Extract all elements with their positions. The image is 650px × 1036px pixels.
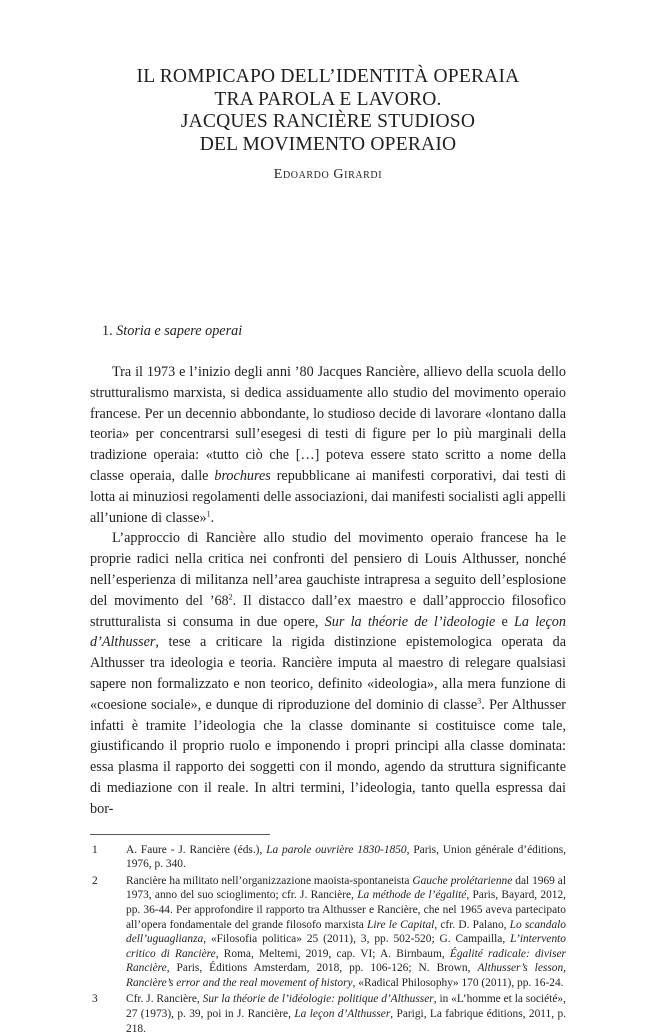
text-run: , Paris, Union générale d’éditions, 1976, p. 340. xyxy=(126,843,566,871)
section-number: 1. xyxy=(102,323,113,339)
body-text xyxy=(90,362,566,820)
italic-text: L’intervento critico di Rancière xyxy=(126,933,566,960)
footnote-number: 3 xyxy=(92,993,98,1006)
text-run: . xyxy=(210,509,215,526)
footnote-number: 1 xyxy=(92,843,98,856)
text-run: repubblicane ai manifesti corporativi, dai testi di lotta ai minuziosi regolamenti delle associazioni, dai manifesti socialisti agli appelli all’unione di classe» xyxy=(90,467,566,526)
text-run: , Roma, Meltemi, 2019, cap. VI; A. Birnbaum, xyxy=(215,947,450,960)
text-run: , Paris, Éditions Amsterdam, 2018, pp. 106-126; N. Brown, xyxy=(166,962,478,975)
italic-text: Sur la théorie de l’idéologie: politique d’Althusser xyxy=(202,993,434,1006)
title-line-3: JACQUES RANCIÈRE STUDIOSO xyxy=(180,111,476,132)
text-run: , in «L’homme et la société», 27 (1973), p. 39, poi in J. Rancière, xyxy=(126,993,566,1021)
italic-text: Sur la théorie de l’ideologie xyxy=(324,613,496,630)
italic-text: Égalité radicale: diviser Rancière xyxy=(126,947,566,975)
italic-text: La leçon d’Althusser xyxy=(294,1008,391,1021)
section-heading xyxy=(90,323,566,340)
text-run: L’approccio di Rancière allo studio del movimento operaio francese ha le proprie radici nella critica nei confronti del pensiero di Louis Althusser, nonché nell’esperienza di militanza nell’area gauchiste intrapresa a seguito dell’esplosione del movimento del ’68 xyxy=(90,530,566,609)
paragraph xyxy=(90,528,566,819)
text-run: , cfr. D. Palano, xyxy=(434,918,510,931)
text-run: , Paris, Bayard, 2012, pp. 36-44. Per approfondire il rapporto tra Althusser e Rancière, che nel 1965 aveva partecipato all’opera fondamentale del grande filosofo marxista xyxy=(126,889,567,931)
text-run: , «Radical Philosophy» 170 (2011), pp. 16-24. xyxy=(352,976,564,989)
text-run: . Per Althusser infatti è tramite l’ideologia che la classe dominante si costituisce come tale, giustificando il proprio ruolo e imponendo i propri principi alla classe dominata: essa plasma il rapporto dei soggetti con il mondo, agendo da struttura significante di mediazione con il reale. In altri termini, l’ideologia, tanto quella espressa dai bor- xyxy=(90,696,566,817)
paragraph xyxy=(90,362,566,528)
footnote-ref: 2 xyxy=(228,592,233,602)
text-run: , Parigi, La fabrique éditions, 2011, p. 218. xyxy=(126,1008,566,1035)
italic-text: Althusser’s lesson, Rancière’s error and the real movement of history xyxy=(126,962,566,989)
text-run: Tra il 1973 e l’inizio degli anni ’80 Jacques Rancière, allievo della scuola dello strutturalismo marxista, si dedica assiduamente allo studio del movimento operaio francese. Per un decennio abbondante, lo studioso decide di lavorare «lontano dalla teoria» per concentrarsi sull’esegesi di testi di figure per lo più marginali della tradizione operaia: «tutto ciò che […] poteva essere stato scritto a nome della classe operaia, dalle xyxy=(90,364,566,484)
footnote-text xyxy=(126,992,566,1036)
footnote xyxy=(90,874,566,991)
text-run: Cfr. J. Rancière, xyxy=(126,993,203,1006)
footnote-separator xyxy=(90,834,270,835)
italic-text: Gauche prolétarienne xyxy=(412,874,513,887)
text-run: , «Filosofia politica» 25 (2011), 3, pp. 502-520; G. Campailla, xyxy=(203,933,511,946)
italic-text: La méthode de l’égalité xyxy=(357,889,467,902)
footnote-text xyxy=(126,874,566,991)
text-run: . Il distacco dall’ex maestro e dall’approccio filosofico strutturalista si consuma in due opere, xyxy=(90,592,566,630)
footnote xyxy=(90,992,566,1036)
italic-text: La parole ouvrière 1830-1850 xyxy=(266,843,407,856)
title-line-4: DEL MOVIMENTO OPERAIO xyxy=(199,133,457,155)
italic-text: La leçon d’Althusser xyxy=(90,613,566,651)
text-run: , tese a criticare la rigida distinzione epistemologica operata da Althusser tra ideologia e teoria. Rancière imputa al maestro di relegare qualsiasi sapere non formalizzato e non teorico, definito «ideologia», alla mera funzione di «coesione sociale», e dunque di riproduzione del dominio di classe xyxy=(90,634,566,713)
italic-text: Lire le Capital xyxy=(367,918,435,931)
title-line-2: TRA PAROLA E LAVORO. xyxy=(214,88,442,110)
author-name: Edoardo Girardi xyxy=(273,167,383,182)
section-title: Storia e sapere operai xyxy=(116,323,243,339)
footnote-ref: 3 xyxy=(477,696,482,706)
footnote-text xyxy=(126,843,566,872)
title-line-1: IL ROMPICAPO DELL’IDENTITÀ OPERAIA xyxy=(136,66,520,87)
text-run: Rancière ha militato nell’organizzazione maoista-spontaneista xyxy=(126,874,413,887)
article-title xyxy=(90,66,566,183)
text-run: e xyxy=(495,613,515,630)
italic-text: brochures xyxy=(214,467,271,484)
italic-text: Lo scandalo dell’uguaglianza xyxy=(126,918,567,946)
footnote-number: 2 xyxy=(92,874,98,887)
text-run: dal 1969 al 1973, anno del suo scioglimento; cfr. J. Rancière, xyxy=(126,874,567,902)
footnote xyxy=(90,843,566,872)
text-run: A. Faure - J. Rancière (éds.), xyxy=(126,843,267,856)
footnote-ref: 1 xyxy=(206,508,211,518)
footnotes xyxy=(90,843,566,1036)
